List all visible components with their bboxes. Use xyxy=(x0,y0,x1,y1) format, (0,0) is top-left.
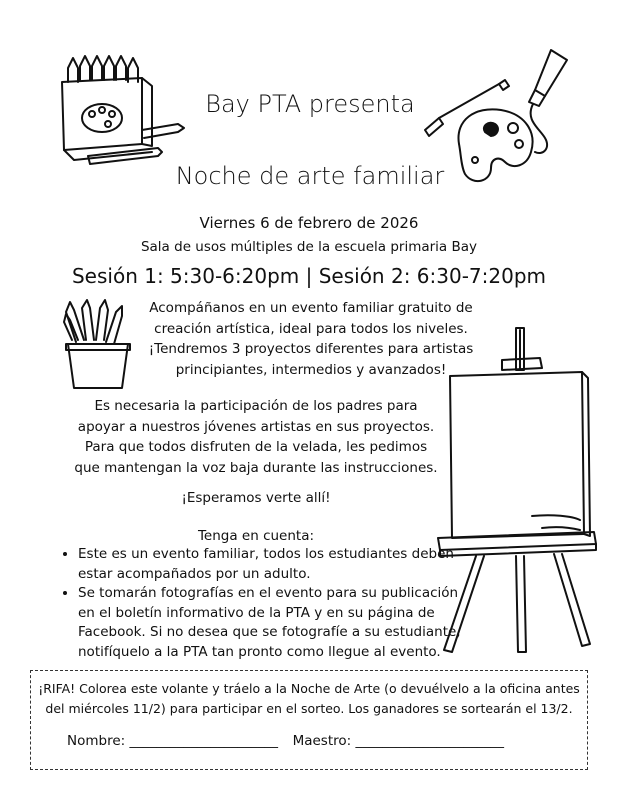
note-item: • Este es un evento familiar, todos los estudiantes deben estar acompañados por un adulto. xyxy=(78,545,462,584)
note-item: • Se tomarán fotografías en el evento para su publicación en el boletín informativo de la PTA y en su página de Facebook. Si no desea que se fotografíe a su estudiante, notifíquelo a la PTA tan pronto como llegue al evento. xyxy=(78,584,462,662)
crayon-box-icon xyxy=(58,52,190,170)
easel-icon xyxy=(432,324,602,654)
teacher-field[interactable]: Maestro: ______________________ xyxy=(292,733,504,749)
notes-list xyxy=(60,545,462,662)
pencil-cup-icon xyxy=(56,298,140,394)
parents-line: Para que todos disfruten de la velada, les pedimos xyxy=(84,439,428,455)
intro-line: ¡Tendremos 3 proyectos diferentes para artistas xyxy=(148,341,474,357)
intro-line: creación artística, ideal para todos los niveles. xyxy=(154,320,468,337)
closing-line: ¡Esperamos verte allí! xyxy=(181,490,331,506)
event-location: Sala de usos múltiples de la escuela primaria Bay xyxy=(140,239,478,255)
raffle-line: del miércoles 11/2) para participar en el sorteo. Los ganadores se sortearán el 13/2. xyxy=(45,701,573,716)
paint-tube-icon xyxy=(529,50,567,153)
notes-heading: Tenga en cuenta: xyxy=(197,528,315,544)
session-times: Sesión 1: 5:30-6:20pm | Sesión 2: 6:30-7:20pm xyxy=(71,264,547,288)
event-title: Noche de arte familiar xyxy=(175,162,445,190)
parents-paragraph xyxy=(56,396,456,478)
parents-line: apoyar a nuestros jóvenes artistas en sus proyectos. xyxy=(77,418,435,435)
name-field[interactable]: Nombre: ______________________ xyxy=(67,733,278,749)
intro-line: principiantes, intermedios y avanzados! xyxy=(175,361,447,378)
header-line-1: Bay PTA presenta xyxy=(205,90,415,118)
parents-line: que mantengan la voz baja durante las instrucciones. xyxy=(74,459,438,476)
event-date: Viernes 6 de febrero de 2026 xyxy=(199,214,419,232)
parents-line: Es necesaria la participación de los padres para xyxy=(94,398,418,414)
intro-line: Acompáñanos en un evento familiar gratuito de xyxy=(149,300,473,316)
raffle-line: ¡RIFA! Colorea este volante y tráelo a la Noche de Arte (o devuélvelo a la oficina antes xyxy=(38,681,580,696)
raffle-box xyxy=(30,670,588,770)
